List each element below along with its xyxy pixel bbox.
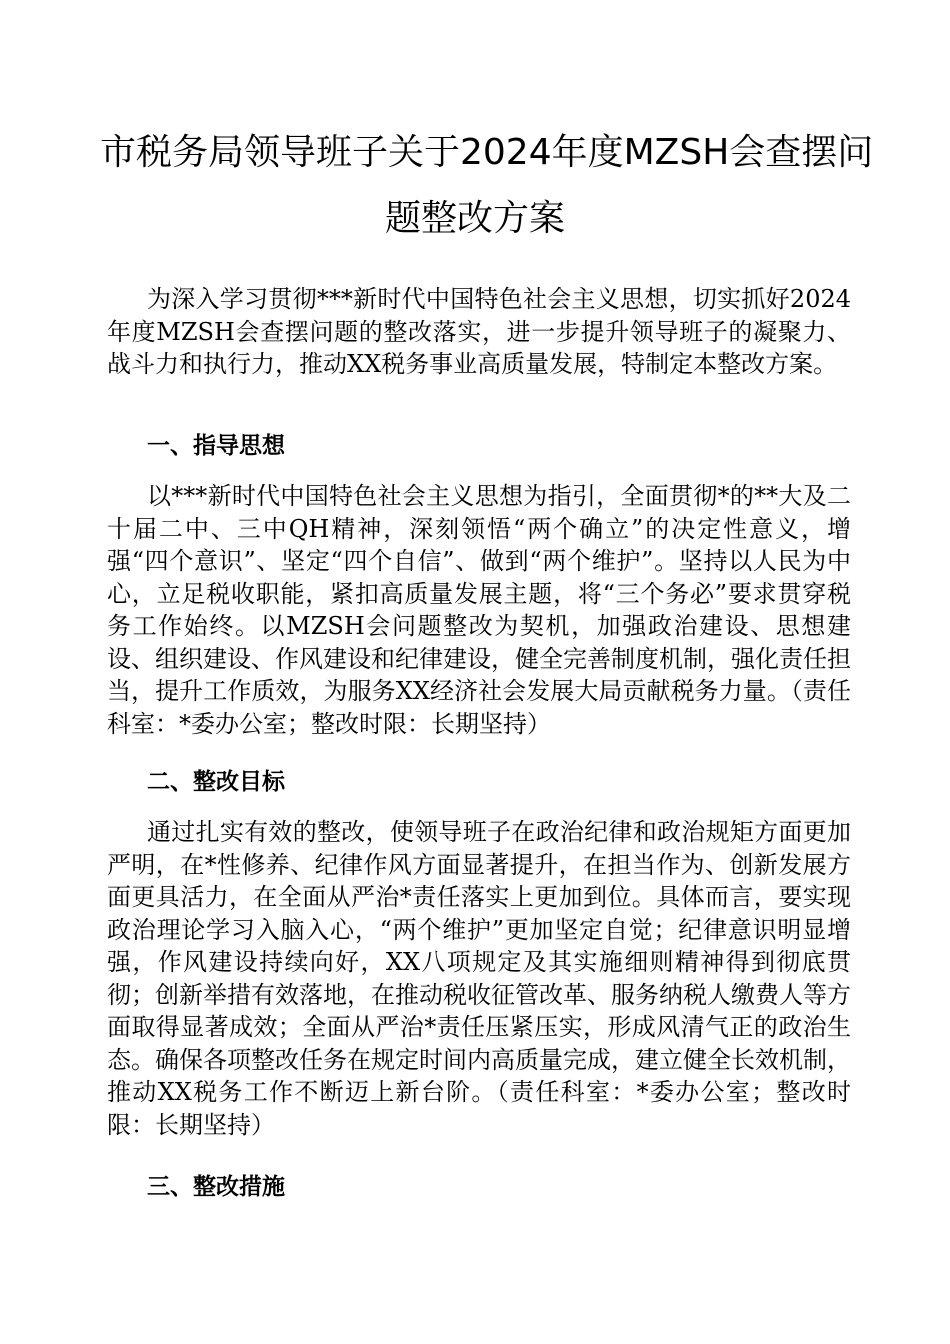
document-title-line-1: 市税务局领导班子关于2024年度MZSH会查摆问: [100, 132, 874, 173]
document-title-line-2: 题整改方案: [384, 198, 565, 239]
section-heading-guiding-ideology: 一、指导思想: [147, 433, 285, 459]
intro-paragraph: 为深入学习贯彻***新时代中国特色社会主义思想，切实抓好2024年度MZSH会查摆问题的整改落实，进一步提升领导班子的凝聚力、战斗力和执行力，推动XX税务事业高质量发展，特制定本整改方案。: [107, 285, 851, 378]
section-body-rectification-goals: 通过扎实有效的整改，使领导班子在政治纪律和政治规矩方面更加严明，在*性修养、纪律作风方面显著提升，在担当作为、创新发展方面更具活力，在全面从严治*责任落实上更加到位。具体而言，要实现政治理论学习入脑入心，“两个维护”更加坚定自觉；纪律意识明显增强，作风建设持续向好，XX八项规定及其实施细则精神得到彻底贯彻；创新举措有效落地，在推动税收征管改革、服务纳税人缴费人等方面取得显著成效；全面从严治*责任压紧压实，形成风清气正的政治生态。确保各项整改任务在规定时间内高质量完成，建立健全长效机制，推动XX税务工作不断迈上新台阶。（责任科室：*委办公室；整改时限：长期坚持）: [107, 818, 851, 1139]
section-heading-rectification-goals: 二、整改目标: [147, 769, 285, 795]
section-heading-rectification-measures: 三、整改措施: [147, 1174, 285, 1200]
section-body-guiding-ideology: 以***新时代中国特色社会主义思想为指引，全面贯彻*的**大及二十届二中、三中QH精神，深刻领悟“两个确立”的决定性意义，增强“四个意识”、坚定“四个自信”、做到“两个维护”。坚持以人民为中心，立足税收职能，紧扣高质量发展主题，将“三个务必”要求贯穿税务工作始终。以MZSH会问题整改为契机，加强政治建设、思想建设、组织建设、作风建设和纪律建设，健全完善制度机制，强化责任担当，提升工作质效，为服务XX经济社会发展大局贡献税务力量。（责任科室：*委办公室；整改时限：长期坚持）: [107, 482, 851, 738]
